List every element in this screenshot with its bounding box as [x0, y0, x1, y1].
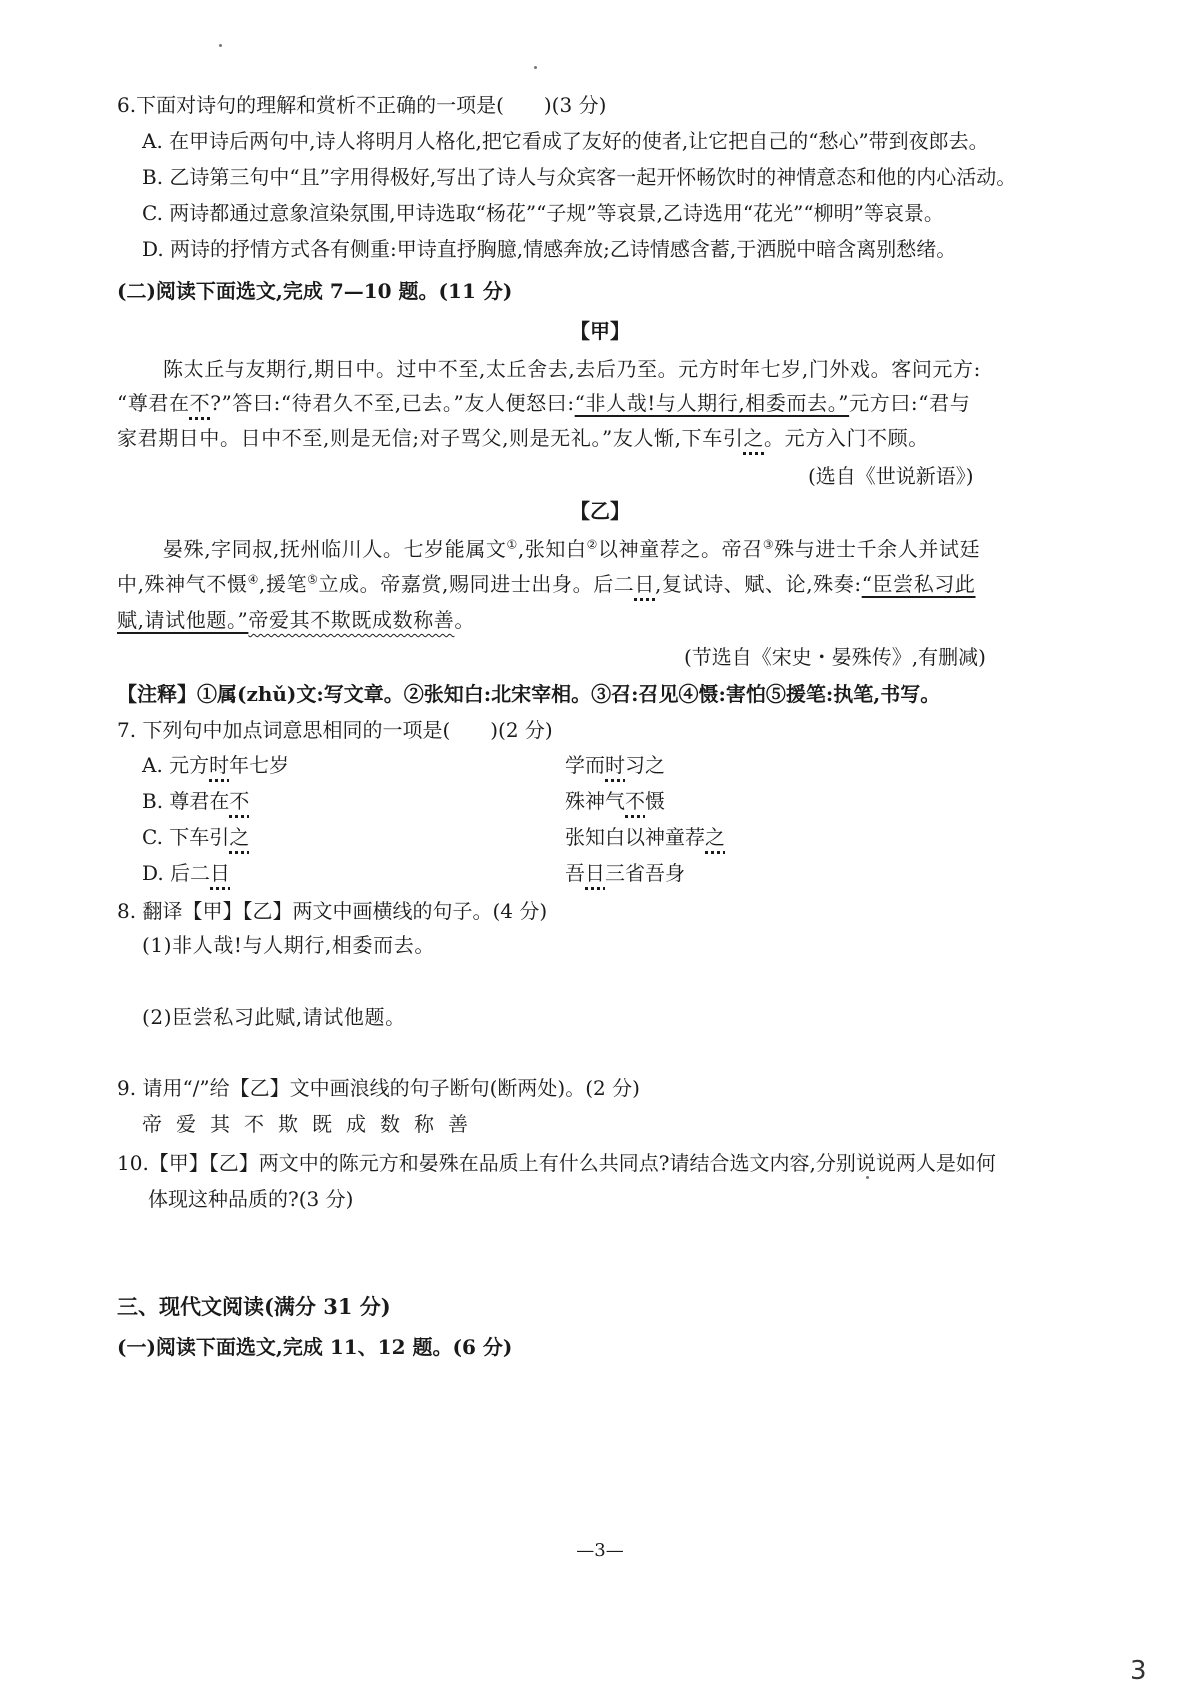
section3-subheading: (一)阅读下面选文,完成 11、12 题。(6 分)	[117, 1335, 513, 1359]
q7-stem: 7. 下列句中加点词意思相同的一项是( )(2 分)	[117, 718, 553, 742]
notes: 【注释】①属(zhǔ)文:写文章。②张知白:北宋宰相。③召:召见④慑:害怕⑤援笔:执笔,书写。	[117, 682, 941, 706]
jia-line-2: “尊君在不?”答曰:“待君久不至,已去。”友人便怒曰:“非人哉!与人期行,相委而去。”元方曰:“君与	[117, 391, 971, 415]
yi-line-3: 赋,请试他题。”帝爱其不欺既成数称善。	[117, 608, 475, 632]
yi-line-1: 晏殊,字同叔,抚州临川人。七岁能属文①,张知白②以神童荐之。帝召③殊与进士千余人并试廷	[163, 537, 981, 561]
jia-title: 【甲】	[570, 319, 630, 343]
q7-row-b-left: B. 尊君在不	[142, 789, 250, 813]
q9-stem: 9. 请用“/”给【乙】文中画浪线的句子断句(断两处)。(2 分)	[117, 1076, 640, 1100]
note-marker: ⑤	[307, 572, 319, 587]
underlined-sentence-yi-end: 赋,请试他题。”	[117, 608, 249, 632]
wavy-sentence: 帝爱其不欺既成数称善	[248, 608, 455, 632]
jia-line-3: 家君期日中。日中不至,则是无信;对子骂父,则是无礼。”友人惭,下车引之。元方入门不顾。	[117, 426, 929, 450]
jia-source: (选自《世说新语》)	[808, 464, 974, 488]
q10-line-2: 体现这种品质的?(3 分)	[148, 1187, 354, 1211]
q6-stem: 6.下面对诗句的理解和赏析不正确的一项是( )(3 分)	[117, 93, 607, 117]
q7-row-a-right: 学而时习之	[565, 753, 665, 777]
q6-option-d: D. 两诗的抒情方式各有侧重:甲诗直抒胸臆,情感奔放;乙诗情感含蓄,于洒脱中暗含离别愁绪。	[142, 237, 957, 261]
note-marker: ②	[586, 537, 598, 552]
yi-line-2: 中,殊神气不慑④,援笔⑤立成。帝嘉赏,赐同进士出身。后二日,复试诗、赋、论,殊奏:“臣尝私习此	[117, 572, 976, 596]
q7-row-d-right: 吾日三省吾身	[565, 861, 685, 885]
underlined-sentence-yi: “臣尝私习此	[861, 572, 976, 596]
jia-line-1: 陈太丘与友期行,期日中。过中不至,太丘舍去,去后乃至。元方时年七岁,门外戏。客问元方:	[163, 357, 981, 381]
dotted-word: 之	[743, 426, 765, 450]
note-marker: ①	[506, 537, 518, 552]
scan-speck	[866, 1176, 869, 1179]
scan-speck	[219, 44, 222, 47]
q7-row-a-left: A. 元方时年七岁	[142, 753, 290, 777]
page-number: —3—	[576, 1540, 624, 1561]
q7-row-c-right: 张知白以神童荐之	[565, 825, 725, 849]
q8-sentence-1: (1)非人哉!与人期行,相委而去。	[142, 933, 435, 957]
q9-sentence: 帝爱其不欺既成数称善	[142, 1112, 482, 1136]
section3-heading: 三、现代文阅读(满分 31 分)	[117, 1294, 391, 1319]
yi-source: (节选自《宋史・晏殊传》,有删减)	[684, 645, 986, 669]
q8-stem: 8. 翻译【甲】【乙】两文中画横线的句子。(4 分)	[117, 899, 548, 923]
section2-heading: (二)阅读下面选文,完成 7—10 题。(11 分)	[117, 279, 513, 303]
q7-row-b-right: 殊神气不慑	[565, 789, 665, 813]
q7-row-c-left: C. 下车引之	[142, 825, 250, 849]
scan-speck	[534, 66, 537, 69]
corner-page-number: 3	[1130, 1656, 1147, 1686]
q7-row-d-left: D. 后二日	[142, 861, 231, 885]
q10-line-1: 10.【甲】【乙】两文中的陈元方和晏殊在品质上有什么共同点?请结合选文内容,分别说说两人是如何	[117, 1151, 996, 1175]
q6-option-b: B. 乙诗第三句中“且”字用得极好,写出了诗人与众宾客一起开怀畅饮时的神情意态和他的内心活动。	[142, 165, 1017, 189]
note-marker: ④	[247, 572, 259, 587]
q6-option-a: A. 在甲诗后两句中,诗人将明月人格化,把它看成了友好的使者,让它把自己的“愁心”带到夜郎去。	[142, 129, 989, 153]
q6-option-c: C. 两诗都通过意象渲染氛围,甲诗选取“杨花”“子规”等哀景,乙诗选用“花光”“柳明”等哀景。	[142, 201, 944, 225]
dotted-word: 日	[634, 572, 656, 596]
note-marker: ③	[762, 537, 775, 552]
yi-title: 【乙】	[570, 499, 630, 523]
underlined-sentence-jia: “非人哉!与人期行,相委而去。”	[574, 391, 850, 415]
q8-sentence-2: (2)臣尝私习此赋,请试他题。	[142, 1005, 406, 1029]
dotted-word: 不	[189, 391, 211, 415]
